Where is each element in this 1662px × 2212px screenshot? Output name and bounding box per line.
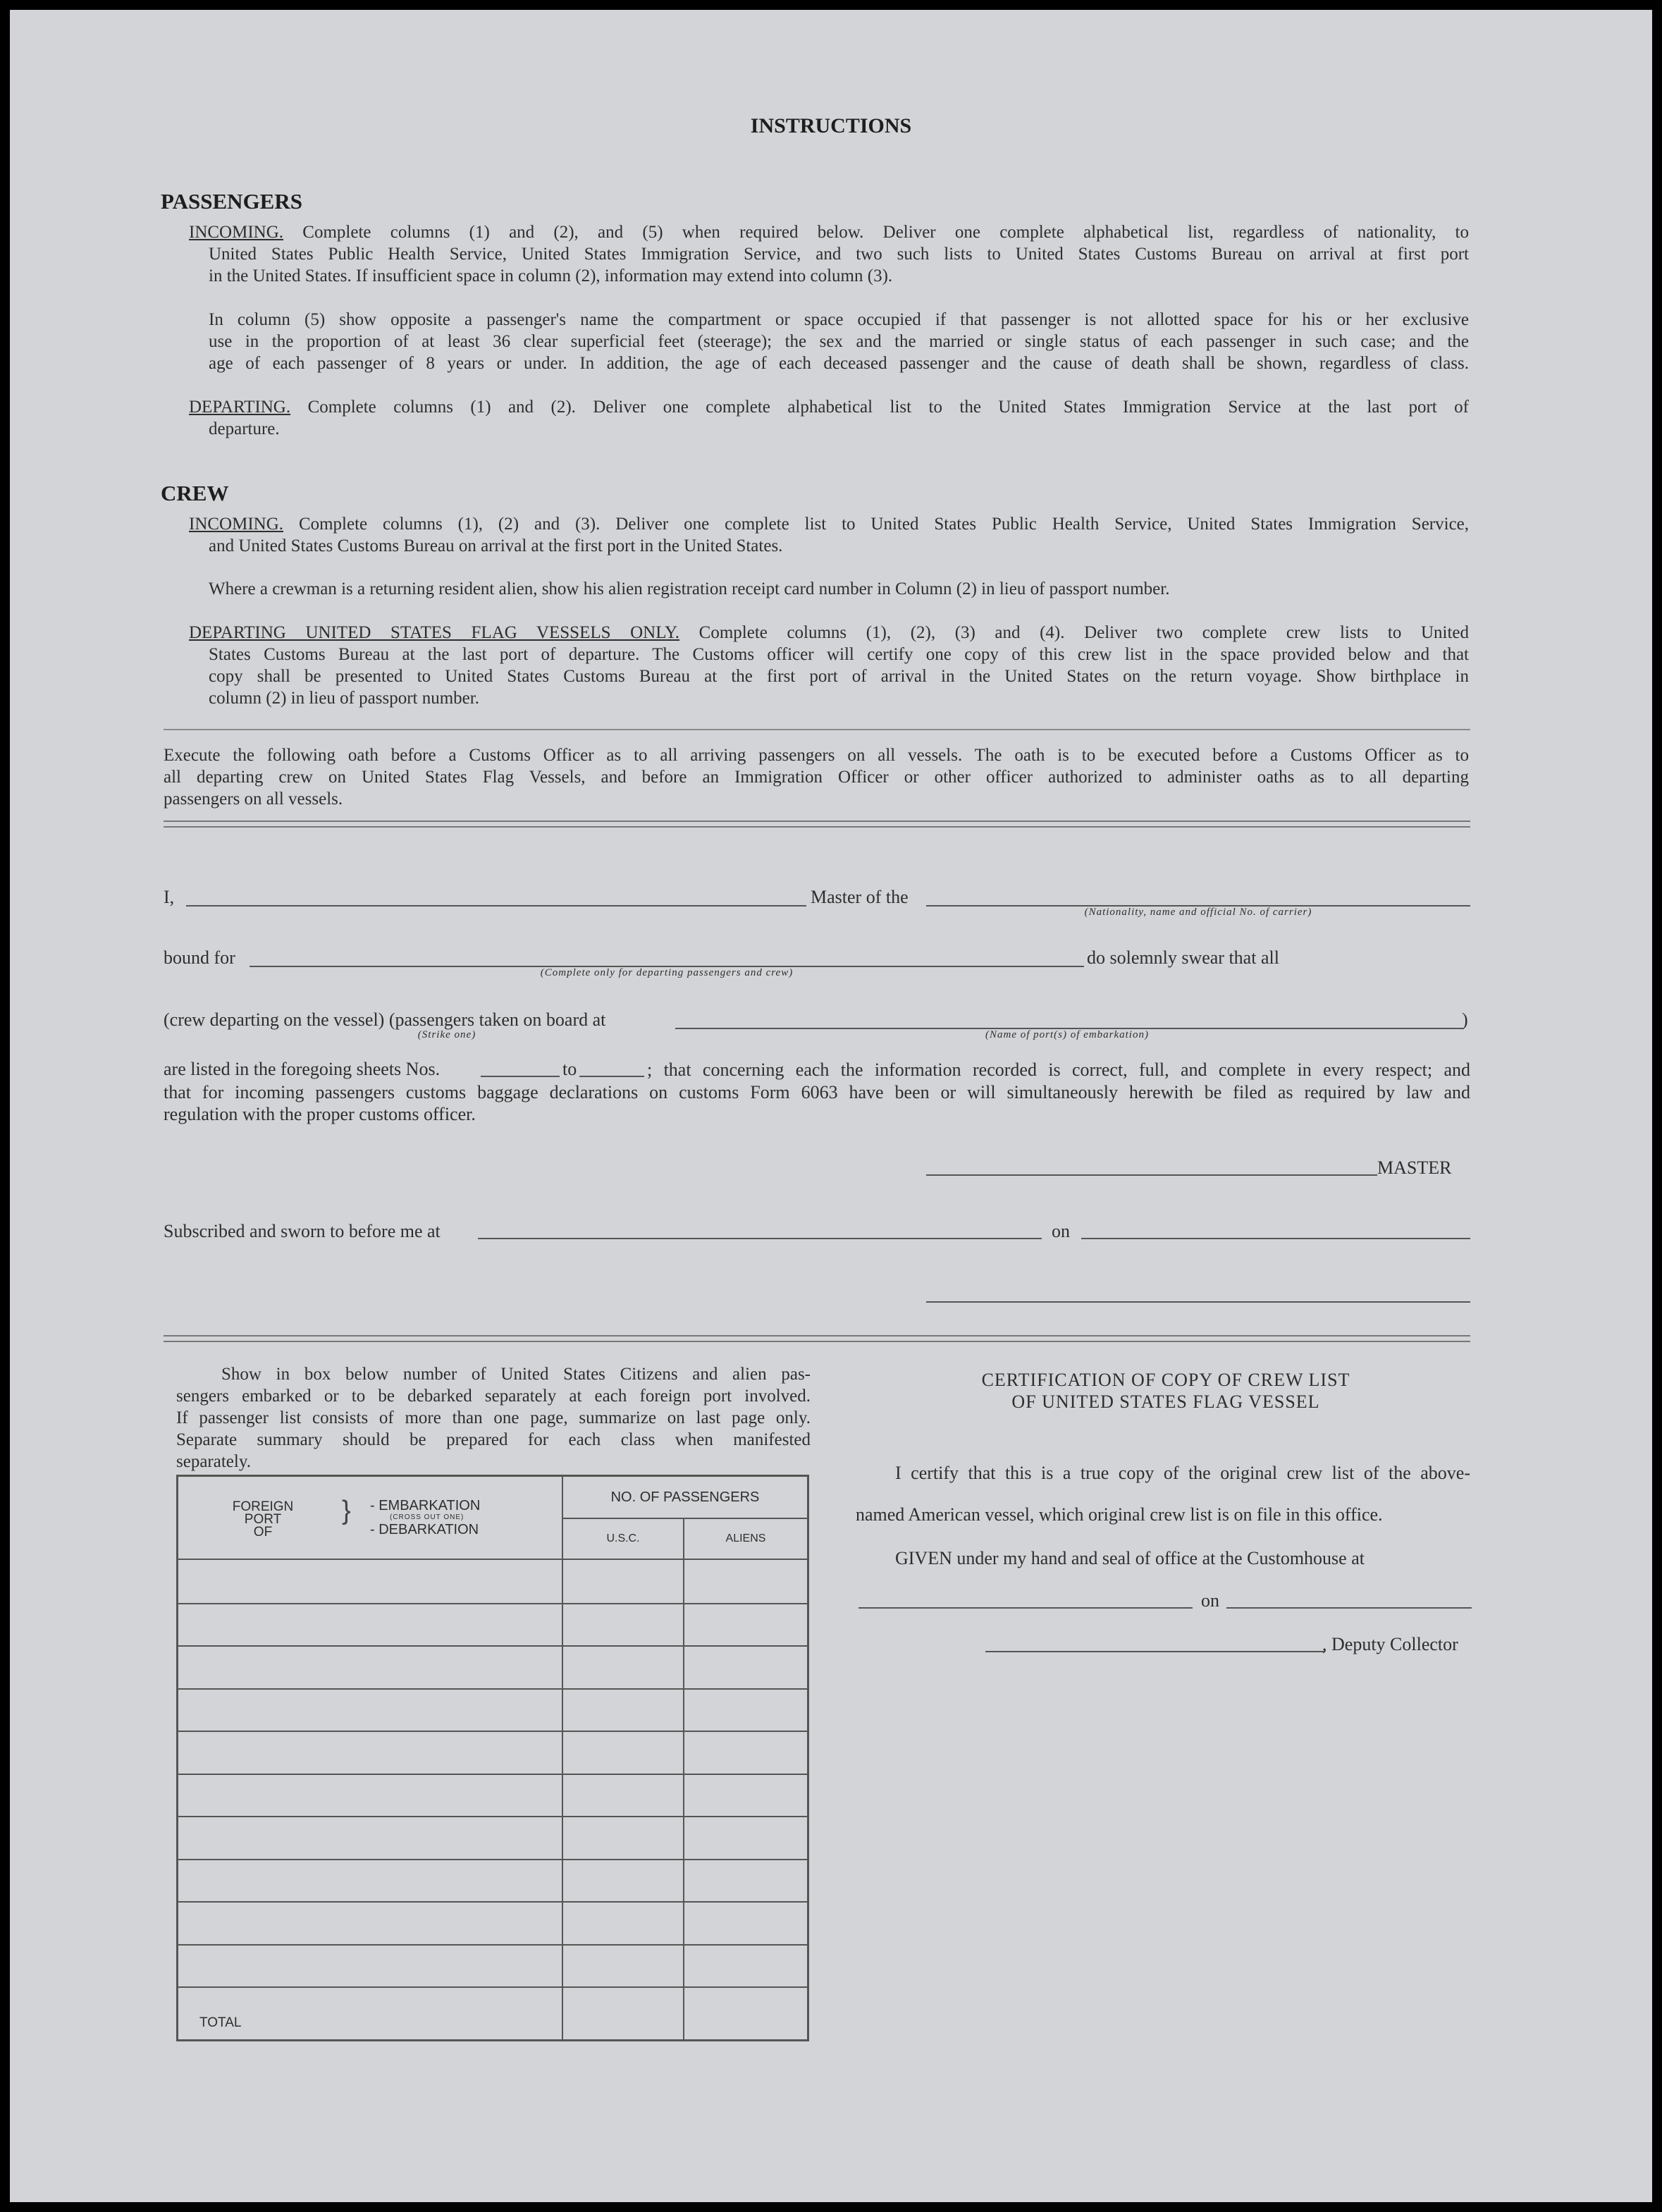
on-label: on xyxy=(1052,1221,1070,1241)
swear-text: do solemnly swear that all xyxy=(1087,947,1279,968)
column5-line3: age of each passenger of 8 years or under. In addition, the age of each deceased passenger and the cause of death shall be shown, regardless of class. xyxy=(209,354,1469,373)
crew-departing-line3: copy shall be presented to United States Customs Bureau at the first port of arrival in the United States on the return voyage. Show birthplace in xyxy=(209,667,1469,686)
passengers-departing-paragraph xyxy=(189,396,1469,418)
passengers-incoming-line3: in the United States. If insufficient space in column (2), information may extend into column (3). xyxy=(209,266,893,285)
crew-departing-label: DEPARTING UNITED STATES FLAG VESSELS ONLY. xyxy=(189,623,680,642)
crew-departing-line2: States Customs Bureau at the last port of departure. The Customs officer will certify one copy of this crew list in the space provided below and that xyxy=(209,645,1469,664)
bound-for-hint: (Complete only for departing passengers and crew) xyxy=(540,967,794,978)
debarkation-option: - DEBARKATION xyxy=(370,1522,479,1537)
crew-departing-line4: column (2) in lieu of passport number. xyxy=(209,689,479,708)
port-header-cell xyxy=(178,1477,563,1560)
summary-instr-line3: If passenger list consists of more than one page, summarize on last page only. xyxy=(176,1408,811,1427)
oath-instruction-line3: passengers on all vessels. xyxy=(164,789,343,809)
certify-line2: named American vessel, which original crew list is on file in this office. xyxy=(856,1504,1383,1525)
officer-signature-field[interactable] xyxy=(926,1301,1470,1303)
incoming-label: INCOMING. xyxy=(189,223,284,242)
table-row-line xyxy=(178,1774,807,1775)
deputy-collector-signature-field[interactable] xyxy=(985,1651,1325,1652)
sworn-place-field[interactable] xyxy=(478,1238,1042,1239)
summary-instr-line4: Separate summary should be prepared for each class when manifested xyxy=(176,1430,811,1449)
crew-incoming-line2: and United States Customs Bureau on arrival at the first port in the United States. xyxy=(209,536,783,555)
cross-out-note: (CROSS OUT ONE) xyxy=(390,1513,464,1521)
sheet-from-field[interactable] xyxy=(481,1076,560,1077)
table-row-line xyxy=(178,1816,807,1817)
subscribed-label: Subscribed and sworn to before me at xyxy=(164,1221,441,1241)
of-label: OF xyxy=(253,1525,273,1540)
table-row-line xyxy=(178,1901,807,1903)
double-divider xyxy=(164,821,1470,828)
double-divider-2 xyxy=(164,1335,1470,1342)
master-name-field[interactable] xyxy=(186,905,806,907)
certification-title-line2: OF UNITED STATES FLAG VESSEL xyxy=(1011,1391,1320,1412)
master-of-label: Master of the xyxy=(811,887,909,907)
summary-instr-line2: sengers embarked or to be debarked separately at each foreign port involved. xyxy=(176,1387,811,1406)
no-passengers-header: NO. OF PASSENGERS xyxy=(563,1477,807,1519)
divider xyxy=(164,729,1470,730)
usc-header: U.S.C. xyxy=(563,1519,684,1560)
sheet-to-field[interactable] xyxy=(579,1076,644,1077)
port-label: PORT xyxy=(244,1512,282,1527)
passengers-incoming-paragraph xyxy=(189,221,1469,243)
summary-instr-line5: separately. xyxy=(176,1452,251,1471)
table-row-line xyxy=(178,1603,807,1604)
crewman-note: Where a crewman is a returning resident alien, show his alien registration receipt card number in Column (2) in lieu of passport number. xyxy=(209,579,1170,598)
certify-line1: I certify that this is a true copy of the original crew list of the above- xyxy=(895,1463,1470,1483)
page-title: INSTRUCTIONS xyxy=(750,114,912,137)
master-signature-field[interactable] xyxy=(926,1174,1377,1176)
crew-passengers-text: (crew departing on the vessel) (passengers taken on board at xyxy=(164,1009,606,1030)
aliens-header: ALIENS xyxy=(684,1519,807,1560)
passengers-heading: PASSENGERS xyxy=(161,189,302,214)
certification-title-line1: CERTIFICATION OF COPY OF CREW LIST xyxy=(981,1370,1350,1390)
strike-one-hint: (Strike one) xyxy=(417,1029,476,1040)
crew-incoming-text: Complete columns (1), (2) and (3). Deliver one complete list to United States Public Health Service, United States Immigration Service, xyxy=(298,515,1470,534)
foreign-label: FOREIGN xyxy=(232,1499,294,1514)
certification-date-field[interactable] xyxy=(1226,1607,1472,1609)
total-label: TOTAL xyxy=(199,2015,242,2030)
deputy-collector-label: , Deputy Collector xyxy=(1322,1634,1458,1654)
table-row-line xyxy=(178,1986,807,1988)
listed-prefix: are listed in the foregoing sheets Nos. xyxy=(164,1059,441,1079)
departing-label: DEPARTING. xyxy=(189,398,291,417)
table-row-line xyxy=(178,1645,807,1647)
bound-for-label: bound for xyxy=(164,947,235,968)
crew-departing-text: Complete columns (1), (2), (3) and (4). Deliver two complete crew lists to United xyxy=(698,623,1469,642)
closing-paren: ) xyxy=(1462,1009,1468,1030)
embarkation-option: - EMBARKATION xyxy=(370,1498,481,1513)
passengers-departing-text: Complete columns (1) and (2). Deliver one complete alphabetical list to the United States Immigration Service at the last port of xyxy=(307,398,1470,417)
column5-line1: In column (5) show opposite a passenger's name the compartment or space occupied if that passenger is not allotted space for his or her exclusive xyxy=(209,310,1469,329)
listed-suffix: ; that concerning each the information recorded is correct, full, and complete in every respect; and xyxy=(647,1059,1470,1080)
customhouse-place-field[interactable] xyxy=(858,1607,1193,1609)
passengers-incoming-text-1: Complete columns (1) and (2), and (5) when required below. Deliver one complete alphabetical list, regardless of nationality, to xyxy=(302,223,1470,242)
certification-title xyxy=(861,1369,1470,1413)
col-divider-1 xyxy=(562,1560,563,2039)
passengers-departing-line2: departure. xyxy=(209,419,280,438)
table-row-line xyxy=(178,1944,807,1946)
table-row-line xyxy=(178,1859,807,1860)
embarkation-hint: (Name of port(s) of embarkation) xyxy=(985,1029,1149,1040)
to-label: to xyxy=(562,1059,577,1079)
oath-line5: that for incoming passengers customs baggage declarations on customs Form 6063 have been or will simultaneously herewith be filed as required by law and xyxy=(164,1082,1470,1102)
oath-instruction-line2: all departing crew on United States Flag Vessels, and before an Immigration Officer or other officer authorized to administer oaths as to all departing xyxy=(164,768,1469,787)
given-line: GIVEN under my hand and seal of office at the Customhouse at xyxy=(895,1548,1365,1568)
brace-icon: } xyxy=(342,1496,351,1525)
crew-departing-paragraph xyxy=(189,622,1469,644)
carrier-hint: (Nationality, name and official No. of carrier) xyxy=(1084,907,1312,918)
port-header-text xyxy=(221,1501,305,1539)
sworn-date-field[interactable] xyxy=(1081,1238,1470,1239)
crew-incoming-paragraph xyxy=(189,513,1469,535)
col-divider-2 xyxy=(683,1560,684,2039)
cert-on-label: on xyxy=(1201,1590,1219,1611)
master-label: MASTER xyxy=(1377,1157,1452,1178)
crew-heading: CREW xyxy=(161,481,229,505)
crew-incoming-label: INCOMING. xyxy=(189,515,284,534)
form-page xyxy=(10,10,1652,2202)
summary-instr-line1: Show in box below number of United States Citizens and alien pas- xyxy=(221,1365,811,1384)
table-row-line xyxy=(178,1688,807,1690)
oath-i-label: I, xyxy=(164,887,175,907)
column5-line2: use in the proportion of at least 36 clear superficial feet (steerage); the sex and the married or single status of each passenger in such case; and the xyxy=(209,332,1469,351)
oath-instruction-line1: Execute the following oath before a Customs Officer as to all arriving passengers on all vessels. The oath is to be executed before a Customs Officer as to xyxy=(164,746,1469,765)
passengers-incoming-line2: United States Public Health Service, United States Immigration Service, and two such lists to United States Customs Bureau on arrival at first port xyxy=(209,245,1469,264)
table-row-line xyxy=(178,1731,807,1732)
oath-line6: regulation with the proper customs officer. xyxy=(164,1104,476,1124)
summary-table xyxy=(176,1475,809,2041)
